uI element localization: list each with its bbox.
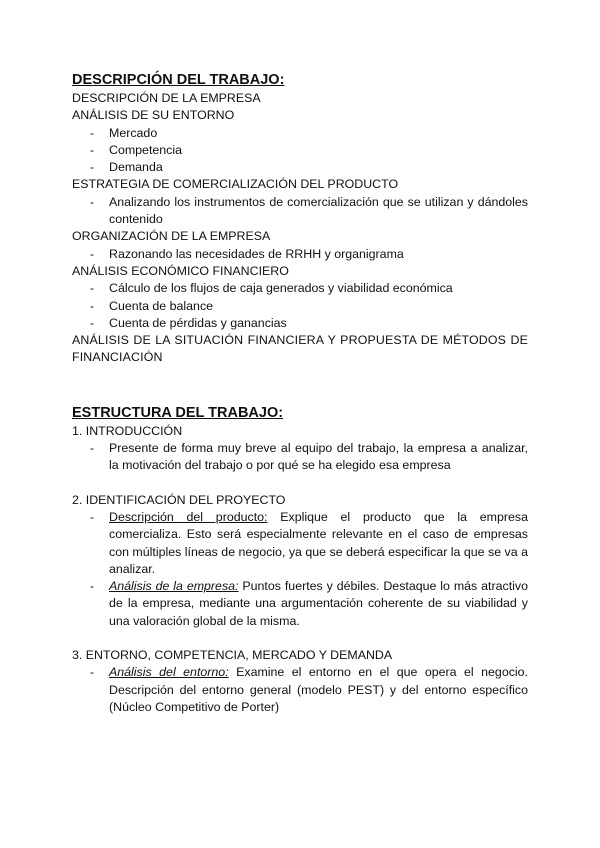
list-item: - Cálculo de los flujos de caja generados y viabilidad económica <box>72 280 528 297</box>
subsection-entorno: 3. ENTORNO, COMPETENCIA, MERCADO Y DEMANDA <box>72 648 393 663</box>
heading-estrategia: ESTRATEGIA DE COMERCIALIZACIÓN DEL PRODUCTO <box>72 177 399 192</box>
list-identificacion <box>72 509 528 630</box>
list-economico <box>72 280 528 332</box>
item-text: Examine el entorno en el que opera el negocio. Descripción del entorno general (modelo PEST) y del entorno específico (Núcleo Competitivo de Porter) <box>109 665 528 714</box>
list-item: - Competencia <box>72 142 528 159</box>
term-descripcion-producto: Descripción del producto: <box>109 509 268 524</box>
list-item: - Razonando las necesidades de RRHH y organigrama <box>72 246 528 263</box>
list-item: - Demanda <box>72 159 528 176</box>
list-item: - Mercado <box>72 125 528 142</box>
subsection-introduccion: 1. INTRODUCCIÓN <box>72 423 183 438</box>
item-text: Explique el producto que la empresa comercializa. Esto será especialmente relevante en el caso de empresas con múltiples líneas de negocio, ya que se deberá especificar la que se va a analizar. <box>109 509 528 576</box>
list-item: - Presente de forma muy breve al equipo del trabajo, la empresa a analizar, la motivación del trabajo o por qué se ha elegido esa empresa <box>72 440 528 475</box>
term-analisis-entorno: Análisis del entorno: <box>109 665 229 680</box>
list-item <box>72 578 528 630</box>
list-introduccion <box>72 440 528 475</box>
heading-economico: ANÁLISIS ECONÓMICO FINANCIERO <box>72 263 289 278</box>
document-page <box>72 70 528 716</box>
subsection-identificacion: 2. IDENTIFICACIÓN DEL PROYECTO <box>72 492 286 507</box>
section-title-estructura: ESTRUCTURA DEL TRABAJO: <box>72 404 284 421</box>
list-item: - Cuenta de pérdidas y ganancias <box>72 315 528 332</box>
heading-organizacion: ORGANIZACIÓN DE LA EMPRESA <box>72 229 271 244</box>
heading-financiera: ANÁLISIS DE LA SITUACIÓN FINANCIERA Y PROPUESTA DE MÉTODOS DE FINANCIACIÓN <box>72 333 528 365</box>
list-entorno-analisis <box>72 664 528 716</box>
list-item <box>72 509 528 578</box>
item-text: Puntos fuertes y débiles. Destaque lo más atractivo de la empresa, mediante una argumentación coherente de su viabilidad y una valoración global de la misma. <box>109 579 528 628</box>
section-title-descripcion: DESCRIPCIÓN DEL TRABAJO: <box>72 72 285 88</box>
list-entorno <box>72 125 528 177</box>
list-item: - Analizando los instrumentos de comercialización que se utilizan y dándoles contenido <box>72 194 528 229</box>
list-item: - Cuenta de balance <box>72 298 528 315</box>
term-analisis-empresa: Análisis de la empresa: <box>109 579 239 594</box>
list-item <box>72 664 528 716</box>
heading-entorno: ANÁLISIS DE SU ENTORNO <box>72 108 235 123</box>
list-organizacion <box>72 246 528 263</box>
list-estrategia <box>72 194 528 229</box>
heading-empresa: DESCRIPCIÓN DE LA EMPRESA <box>72 91 261 105</box>
